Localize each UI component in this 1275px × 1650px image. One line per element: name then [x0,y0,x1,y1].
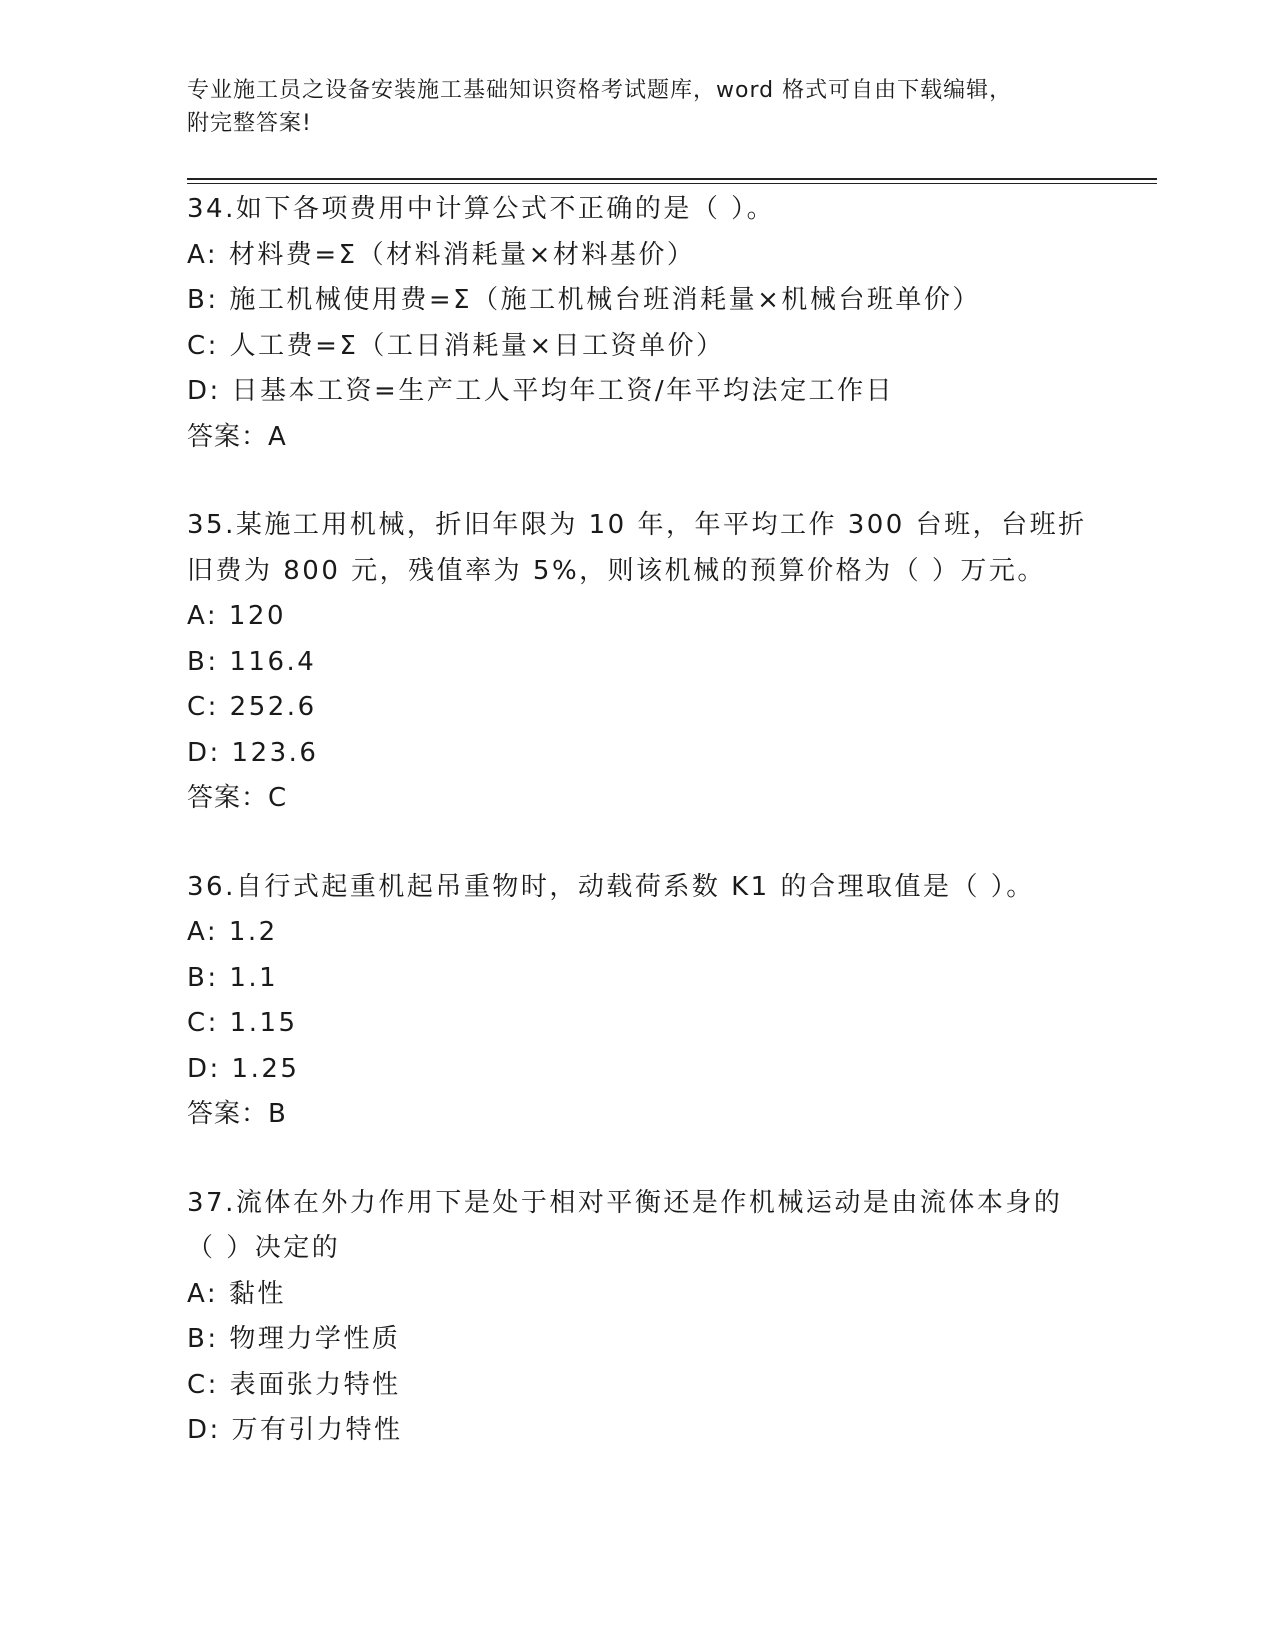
header-line: 附完整答案! [187,111,312,136]
question-stem: 37.流体在外力作用下是处于相对平衡还是作机械运动是由流体本身的 [187,1187,1063,1218]
question-36 [187,865,1087,1138]
option-b: B: 116.4 [187,646,317,677]
answer-text: 答案：A [187,421,287,452]
question-35 [187,503,1087,822]
option-a: A: 120 [187,601,286,631]
header-divider [187,178,1157,180]
question-stem: （ ）决定的 [187,1233,341,1263]
option-d: D: 1.25 [187,1053,300,1084]
question-stem: 35.某施工用机械，折旧年限为 10 年，年平均工作 300 台班，台班折 [187,510,1087,540]
option-c: C: 252.6 [187,692,317,722]
option-d: D: 万有引力特性 [187,1415,403,1445]
answer-text: 答案：B [187,1099,287,1129]
answer-text: 答案：C [187,783,288,813]
question-stem: 34.如下各项费用中计算公式不正确的是（ ）。 [187,194,776,224]
header-divider [187,183,1157,184]
option-c: C: 表面张力特性 [187,1369,401,1400]
option-a: A: 材料费=Σ（材料消耗量×材料基价） [187,239,696,270]
question-stem: 36.自行式起重机起吊重物时，动载荷系数 K1 的合理取值是（ ）。 [187,871,1035,902]
header-line: 专业施工员之设备安装施工基础知识资格考试题库，word 格式可自由下载编辑， [187,78,1013,103]
option-b: B: 1.1 [187,962,279,993]
option-c: C: 1.15 [187,1008,298,1038]
option-c: C: 人工费=Σ（工日消耗量×日工资单价） [187,330,725,361]
question-stem: 旧费为 800 元，残值率为 5%，则该机械的预算价格为（ ）万元。 [187,555,1046,586]
question-37 [187,1181,1087,1454]
option-b: B: 物理力学性质 [187,1324,401,1354]
option-d: D: 123.6 [187,737,319,768]
option-b: B: 施工机械使用费=Σ（施工机械台班消耗量×机械台班单价） [187,285,981,315]
document-header [187,74,1067,140]
option-d: D: 日基本工资=生产工人平均年工资/年平均法定工作日 [187,376,895,406]
option-a: A: 黏性 [187,1278,286,1309]
option-a: A: 1.2 [187,917,278,947]
question-list [187,187,1087,1497]
question-34 [187,187,1087,460]
